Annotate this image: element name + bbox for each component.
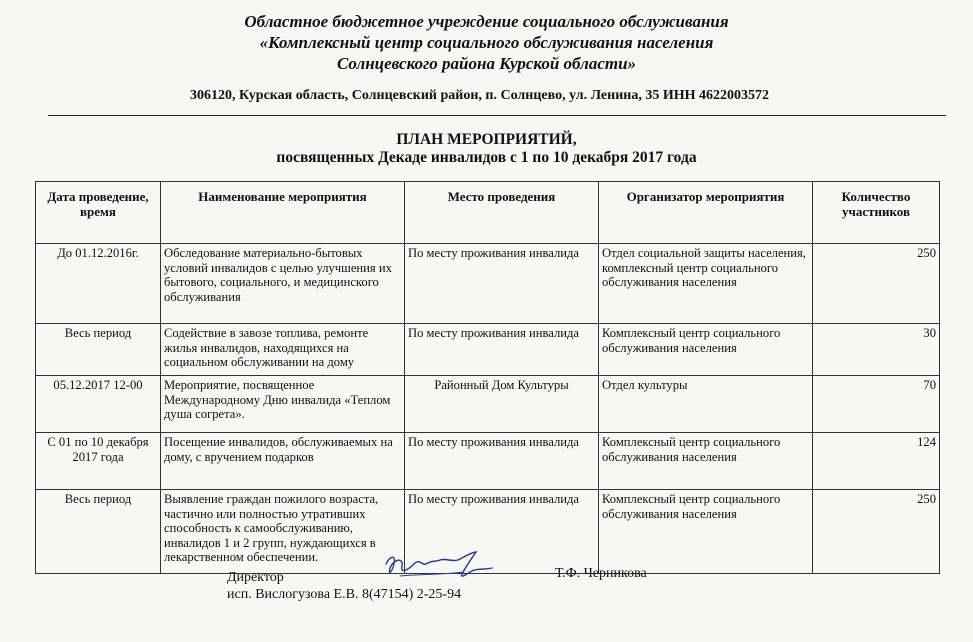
cell-event-name: Выявление граждан пожилого возраста, частично или полностью утративших способность к самообслуживанию, инвалидов 1 и 2 групп, нуждающихся в лекарственном обеспечении. — [161, 490, 405, 574]
cell-date: До 01.12.2016г. — [36, 244, 161, 324]
table-row — [36, 433, 940, 490]
handwritten-signature — [380, 550, 495, 590]
director-label: Директор — [227, 570, 284, 585]
org-name-line-2: «Комплексный центр социального обслуживания населения — [259, 33, 714, 52]
cell-event-name: Обследование материально-бытовых условий инвалидов с целью улучшения их бытового, социального, и медицинского обслуживания — [161, 244, 405, 324]
cell-date: С 01 по 10 декабря 2017 года — [36, 433, 161, 490]
document-title — [0, 131, 973, 167]
org-name-line-3: Солнцевского района Курской области» — [336, 54, 637, 73]
org-name-line-1: Областное бюджетное учреждение социального обслуживания — [244, 12, 729, 31]
title-line-1: ПЛАН МЕРОПРИЯТИЙ, — [396, 131, 577, 148]
organization-address: 306120, Курская область, Солнцевский район, п. Солнцево, ул. Ленина, 35 ИНН 4622003572 — [190, 88, 770, 103]
title-line-2: посвященных Декаде инвалидов с 1 по 10 декабря 2017 года — [276, 149, 697, 166]
cell-count: 70 — [813, 376, 940, 433]
cell-place: По месту проживания инвалида — [405, 433, 599, 490]
cell-place: Районный Дом Культуры — [405, 376, 599, 433]
cell-date: Весь период — [36, 324, 161, 376]
organization-header — [0, 11, 973, 74]
cell-count: 30 — [813, 324, 940, 376]
cell-organizer: Комплексный центр социального обслуживания населения — [599, 490, 813, 574]
column-header-place: Место проведения — [405, 182, 599, 244]
events-table — [35, 181, 940, 574]
cell-count: 250 — [813, 244, 940, 324]
cell-count: 250 — [813, 490, 940, 574]
table-row — [36, 244, 940, 324]
cell-place: По месту проживания инвалида — [405, 490, 599, 574]
column-header-date: Дата проведение, время — [36, 182, 161, 244]
table-header-row — [36, 182, 940, 244]
cell-organizer: Комплексный центр социального обслуживания населения — [599, 324, 813, 376]
header-divider — [48, 115, 946, 116]
column-header-organizer: Организатор мероприятия — [599, 182, 813, 244]
cell-date: Весь период — [36, 490, 161, 574]
cell-event-name: Посещение инвалидов, обслуживаемых на дому, с вручением подарков — [161, 433, 405, 490]
director-name: Т.Ф. Черникова — [555, 566, 647, 581]
cell-date: 05.12.2017 12-00 — [36, 376, 161, 433]
cell-count: 124 — [813, 433, 940, 490]
cell-place: По месту проживания инвалида — [405, 324, 599, 376]
cell-place: По месту проживания инвалида — [405, 244, 599, 324]
table-row — [36, 376, 940, 433]
cell-event-name: Мероприятие, посвященное Международному Дню инвалида «Теплом душа согрета». — [161, 376, 405, 433]
cell-event-name: Содействие в завозе топлива, ремонте жилья инвалидов, находящихся на социальном обслуживании на дому — [161, 324, 405, 376]
cell-organizer: Отдел социальной защиты населения, комплексный центр социального обслуживания населения — [599, 244, 813, 324]
column-header-count: Количество участников — [813, 182, 940, 244]
table-row — [36, 324, 940, 376]
cell-organizer: Отдел культуры — [599, 376, 813, 433]
executor-contact: исп. Вислогузова Е.В. 8(47154) 2-25-94 — [227, 587, 462, 602]
cell-organizer: Комплексный центр социального обслуживания населения — [599, 433, 813, 490]
column-header-name: Наименование мероприятия — [161, 182, 405, 244]
